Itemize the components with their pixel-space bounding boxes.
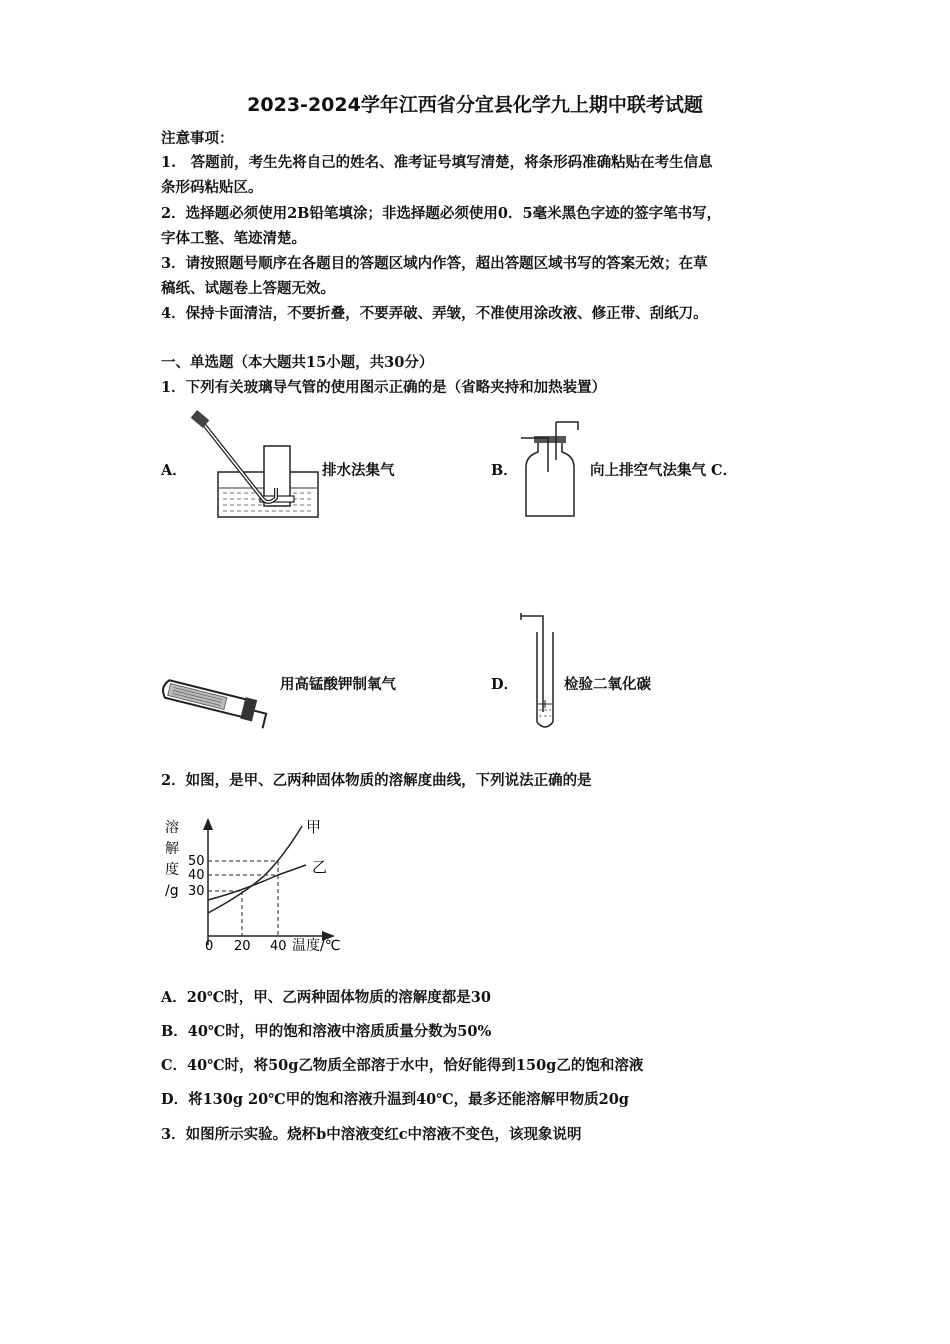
y-label-1: 溶 — [165, 820, 179, 836]
y-label-2: 解 — [165, 841, 179, 857]
kmno4-heating-tube-figure — [155, 676, 280, 736]
q1-d-text: 检验二氧化碳 — [564, 676, 651, 693]
y-label-4: /g — [165, 883, 179, 899]
series-jia-label: 甲 — [306, 818, 322, 836]
q2-stem: 2．如图，是甲、乙两种固体物质的溶解度曲线，下列说法正确的是 — [161, 772, 592, 789]
q1-b-text: 向上排空气法集气 C． — [590, 462, 738, 479]
curve-jia — [208, 826, 302, 913]
notice-line-2: 条形码粘贴区。 — [161, 179, 263, 196]
y-axis-arrow — [203, 818, 213, 830]
x-tick-40: 40 — [270, 939, 287, 954]
notice-heading: 注意事项： — [161, 130, 234, 147]
water-displacement-figure — [188, 410, 323, 522]
y-tick-40: 40 — [188, 868, 205, 883]
page-title: 2023-2024学年江西省分宜县化学九上期中联考试题 — [247, 94, 703, 116]
q3-stem: 3．如图所示实验。烧杯b中溶液变红c中溶液不变色，该现象说明 — [161, 1126, 582, 1143]
x-tick-0: 0 — [205, 939, 214, 954]
co2-test-tube-figure — [515, 612, 563, 736]
q2-option-b: B．40℃时，甲的饱和溶液中溶质质量分数为50% — [161, 1023, 492, 1040]
notice-line-1: 1. 答题前，考生先将自己的姓名、准考证号填写清楚，将条形码准确粘贴在考生信息 — [161, 154, 713, 171]
x-axis-label: 温度/℃ — [292, 938, 341, 954]
notice-line-4: 字体工整、笔迹清楚。 — [161, 230, 306, 247]
q1-b-letter: B． — [491, 462, 518, 479]
solubility-curve-graph — [160, 810, 360, 960]
x-tick-20: 20 — [234, 939, 251, 954]
q1-a-letter: A． — [161, 462, 187, 479]
notice-line-6: 稿纸、试题卷上答题无效。 — [161, 280, 335, 297]
q2-option-c: C．40℃时，将50g乙物质全部溶于水中，恰好能得到150g乙的饱和溶液 — [161, 1057, 644, 1074]
y-tick-50: 50 — [188, 854, 205, 869]
q1-stem: 1．下列有关玻璃导气管的使用图示正确的是（省略夹持和加热装置） — [161, 379, 607, 396]
q2-option-a: A．20℃时，甲、乙两种固体物质的溶解度都是30 — [161, 989, 491, 1006]
q2-option-d: D．将130g 20℃甲的饱和溶液升温到40℃，最多还能溶解甲物质20g — [161, 1091, 629, 1108]
y-tick-30: 30 — [188, 884, 205, 899]
q1-c-text: 用高锰酸钾制氧气 — [280, 676, 396, 693]
series-yi-label: 乙 — [312, 858, 328, 876]
notice-line-5: 3．请按照题号顺序在各题目的答题区域内作答，超出答题区域书写的答案无效；在草 — [161, 255, 708, 272]
air-collection-bottle-figure — [518, 412, 590, 522]
notice-line-3: 2．选择题必须使用2B铅笔填涂；非选择题必须使用0．5毫米黑色字迹的签字笔书写， — [161, 205, 722, 222]
notice-line-7: 4．保持卡面清洁，不要折叠，不要弄破、弄皱，不准使用涂改液、修正带、刮纸刀。 — [161, 305, 708, 322]
y-label-3: 度 — [165, 862, 179, 878]
q1-d-letter: D． — [491, 676, 519, 693]
section-heading: 一、单选题（本大题共15小题，共30分） — [161, 354, 434, 371]
q1-a-text: 排水法集气 — [322, 462, 395, 479]
